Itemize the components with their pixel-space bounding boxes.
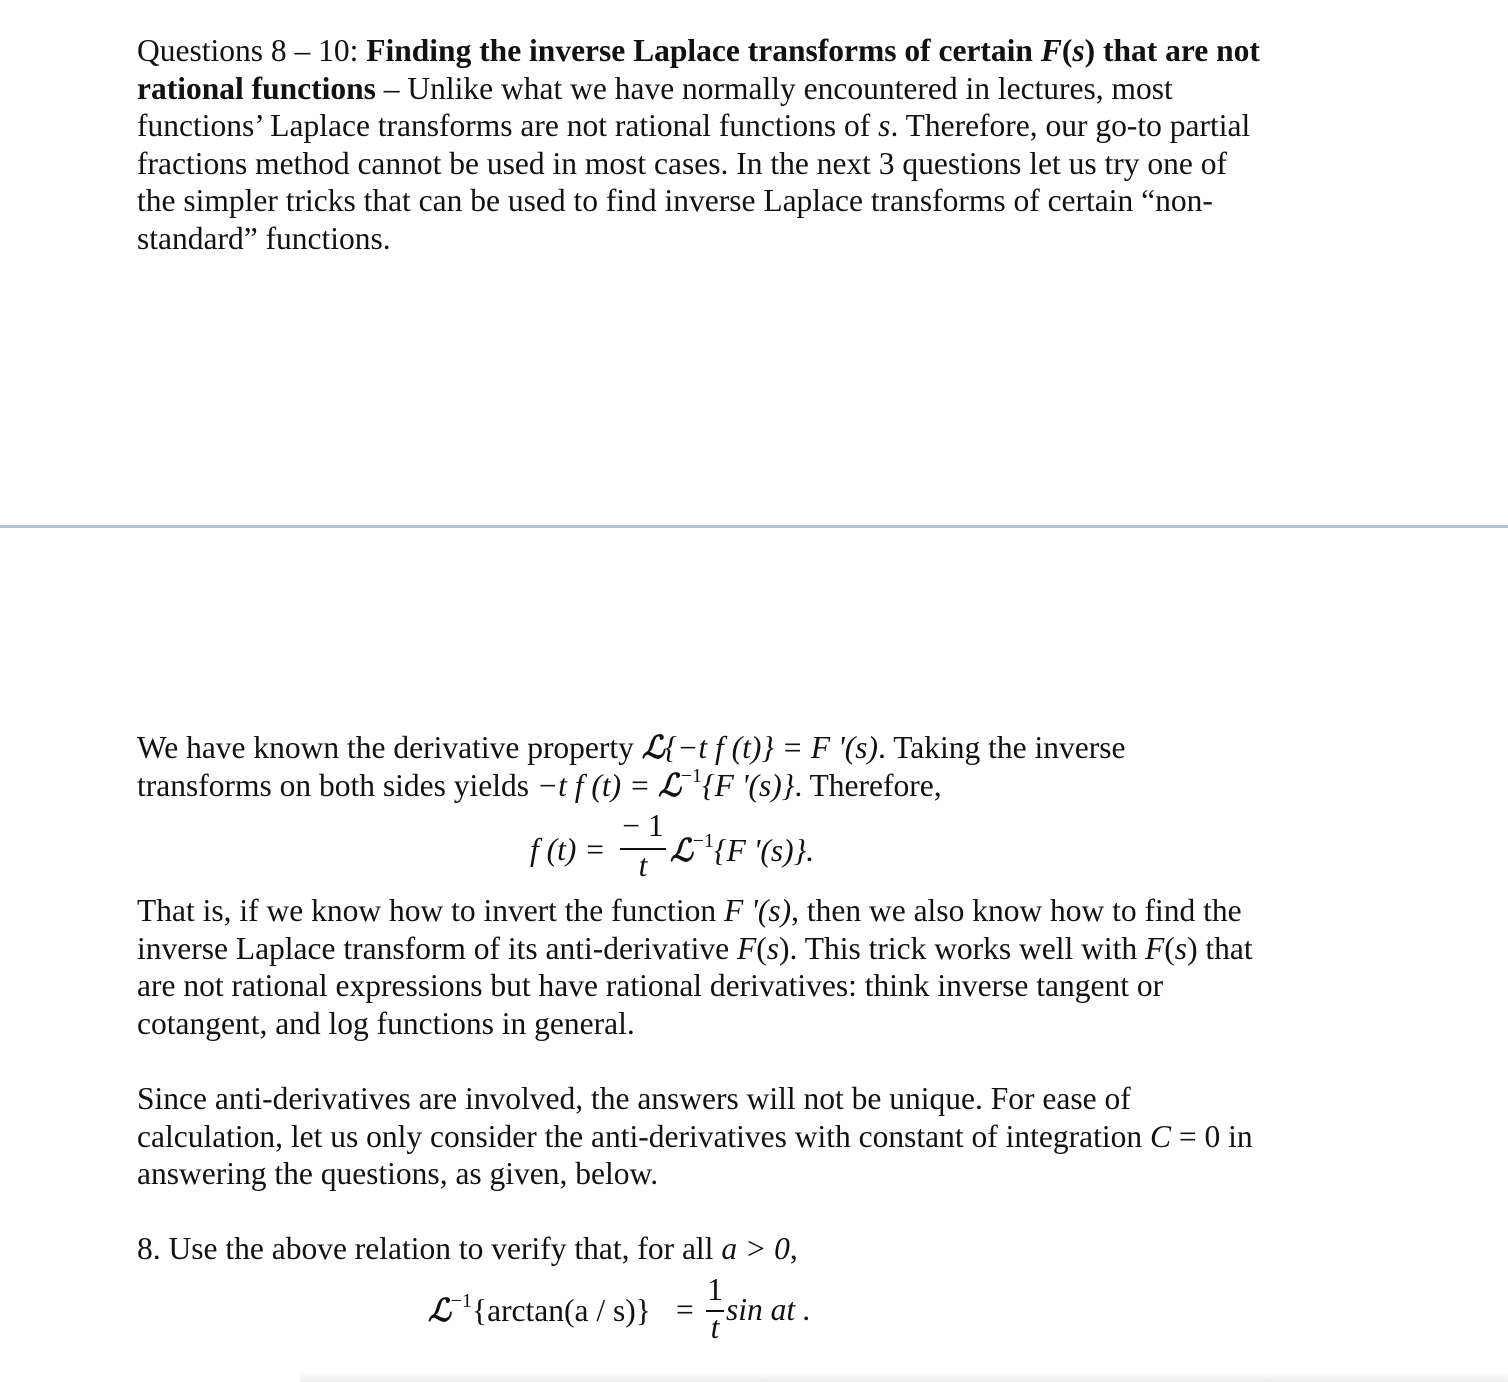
note-line-3: answering the questions, as given, below. (137, 1156, 659, 1192)
laplace-symbol: ℒ (658, 766, 681, 804)
explanation-line-2: inverse Laplace transform of its anti-derivative F(s). This trick works well with F(s) that (137, 930, 1253, 966)
equation-rhs: ℒ$^{-1}${F '(s)}. (670, 830, 815, 869)
explanation-line-3: are not rational expressions but have rational derivatives: think inverse tangent or (137, 968, 1164, 1004)
q8-denominator: t (710, 1310, 720, 1345)
derivation-line-1: We have known the derivative property ℒ{−t f (t)} = F '(s). Taking the inverse (137, 729, 1126, 766)
equation-fraction (620, 808, 666, 888)
q8-lhs: ℒ$^{-1}${arctan(a / s)} (428, 1290, 651, 1329)
intro-line-1 (137, 32, 1260, 70)
intro-paragraph (137, 32, 1260, 258)
fraction-numerator: − 1 (622, 808, 664, 843)
equation-lhs: f (t) = (530, 832, 606, 867)
question-8 (137, 1230, 798, 1268)
intro-line-3: functions’ Laplace transforms are not rational functions of s. Therefore, our go-to partial (137, 108, 1251, 144)
page-bottom-shadow (300, 1372, 1508, 1382)
question-8-text: 8. Use the above relation to verify that, for all a > 0, (137, 1231, 798, 1266)
q8-equals: = (676, 1292, 694, 1327)
note-paragraph (137, 1080, 1253, 1193)
explanation-line-4: cotangent, and log functions in general. (137, 1005, 635, 1041)
laplace-symbol: ℒ (641, 729, 665, 766)
intro-line-4: fractions method cannot be used in most cases. In the next 3 questions let us try one of (137, 145, 1228, 181)
fraction-denominator: t (638, 848, 648, 883)
note-line-2: calculation, let us only consider the anti-derivatives with constant of integration C = 0 in (137, 1118, 1253, 1154)
derivative-property: {−t f (t)} = F '(s) (664, 730, 879, 765)
derivation-paragraph (137, 729, 1125, 804)
intro-line-6: standard” functions. (137, 220, 391, 256)
intro-label: Questions 8 – 10: (137, 33, 367, 68)
intro-line-5: the simpler tricks that can be used to find inverse Laplace transforms of certain “non- (137, 183, 1213, 219)
q8-fraction (706, 1272, 724, 1352)
note-line-1: Since anti-derivatives are involved, the answers will not be unique. For ease of (137, 1081, 1131, 1116)
explanation-line-1: That is, if we know how to invert the function F '(s), then we also know how to find the (137, 893, 1242, 928)
derivation-line-2: transforms on both sides yields −t f (t) = ℒ$^{-1}${F '(s)}. Therefore, (137, 764, 942, 804)
top-section (0, 0, 1508, 525)
intro-heading: Finding the inverse Laplace transforms of certain F(s) that are not (366, 33, 1260, 68)
intro-line-2: rational functions – Unlike what we have normally encountered in lectures, most (137, 70, 1173, 106)
q8-rhs: sin at . (726, 1292, 811, 1327)
explanation-paragraph (137, 892, 1253, 1042)
q8-numerator: 1 (707, 1272, 723, 1307)
section-divider (0, 525, 1508, 528)
